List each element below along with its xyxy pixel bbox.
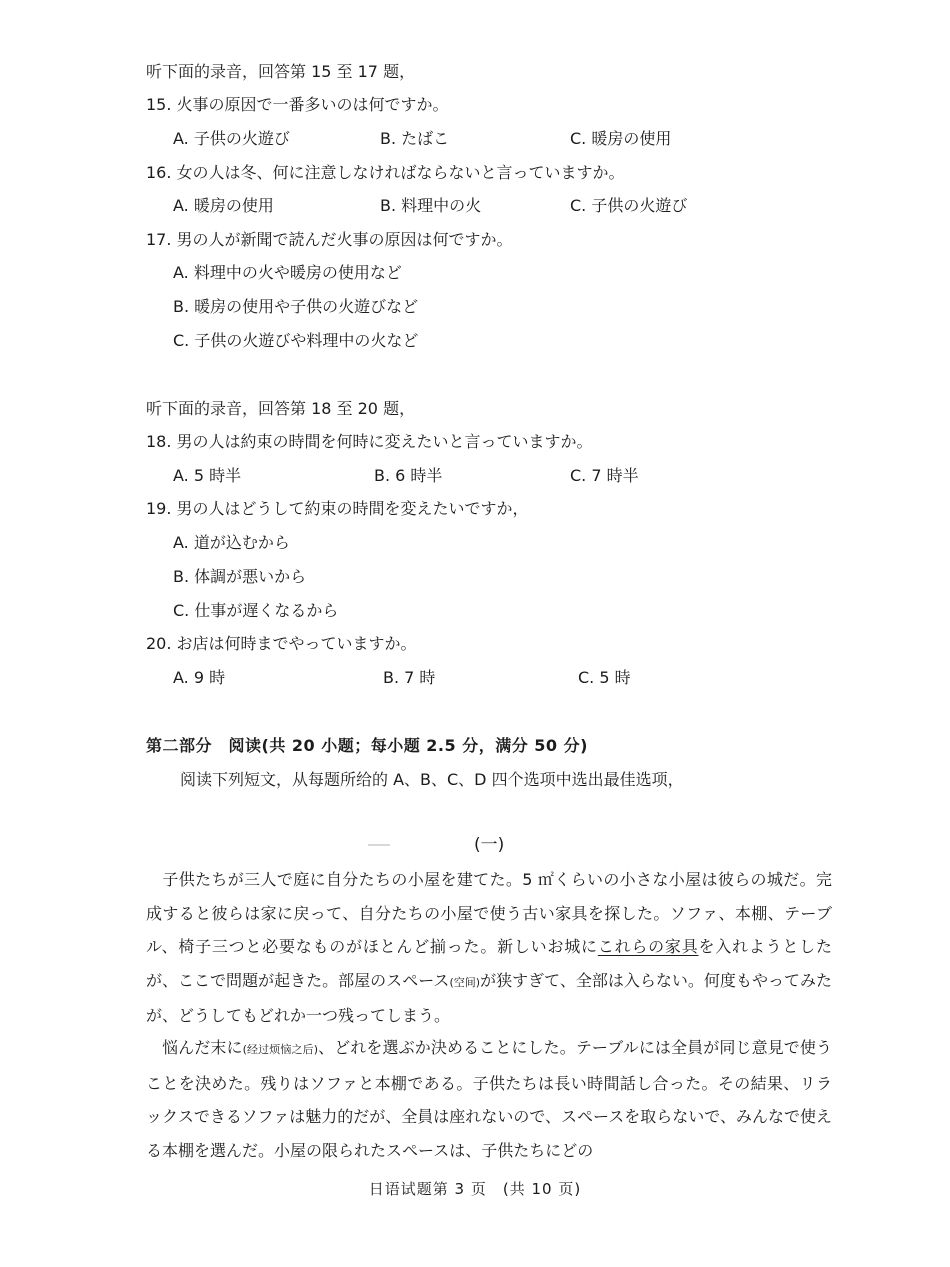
listening-instruction-18-20: 听下面的录音，回答第 18 至 20 题，: [146, 399, 416, 418]
q17-option-a: A. 料理中の火や暖房の使用など: [173, 263, 402, 282]
q17-option-c: C. 子供の火遊びや料理中の火など: [173, 331, 419, 350]
q15-option-a: A. 子供の火遊び: [173, 129, 290, 148]
reading-section-heading: 第二部分 阅读(共 20 小题；每小题 2.5 分，满分 50 分): [146, 736, 588, 755]
annotation-worry: (经过烦恼之后): [242, 1043, 318, 1056]
passage-title: (一): [474, 835, 505, 855]
paragraph-1-text-b: を入れようとしたが、ここで問題が起きた。部屋のスペース: [146, 937, 832, 990]
q20-option-b: B. 7 時: [383, 668, 436, 687]
paragraph-2-text-b: 、どれを選ぶか決めることにした。テーブルには全員が同じ意見で使うことを決めた。残りはソファと本棚である。子供たちは長い時間話し合った。その結果、リラックスできるソファは魅力的だが、全員は座れないので、スペースを取らないで、みんなで使える本棚を選んだ。小屋の限られたスペースは、子供たちにどの: [146, 1038, 832, 1160]
q18-option-b: B. 6 時半: [374, 466, 443, 485]
passage-paragraph-1: [146, 863, 832, 1033]
question-15: 15. 火事の原因で一番多いのは何ですか。: [146, 95, 449, 114]
q20-option-a: A. 9 時: [173, 668, 226, 687]
q15-option-b: B. たばこ: [380, 129, 450, 148]
listening-instruction-15-17: 听下面的录音，回答第 15 至 17 题，: [146, 62, 416, 81]
question-17: 17. 男の人が新聞で読んだ火事の原因は何ですか。: [146, 230, 513, 249]
question-20: 20. お店は何時までやっていますか。: [146, 634, 417, 653]
q16-option-b: B. 料理中の火: [380, 196, 482, 215]
paragraph-1-text-a: 子供たちが三人で庭に自分たちの小屋を建てた。5 ㎡くらいの小さな小屋は彼らの城だ。完成すると彼らは家に戻って、自分たちの小屋で使う古い家具を探した。ソファ、本棚、テーブル、椅子三つと必要なものがほとんど揃った。新しいお城に: [146, 870, 832, 957]
reading-instruction: 阅读下列短文，从每题所给的 A、B、C、D 四个选项中选出最佳选项，: [180, 770, 684, 789]
question-16: 16. 女の人は冬、何に注意しなければならないと言っていますか。: [146, 163, 625, 182]
underlined-phrase: これらの家具: [597, 937, 699, 957]
q19-option-c: C. 仕事が遅くなるから: [173, 601, 339, 620]
question-19: 19. 男の人はどうして約束の時間を変えたいですか，: [146, 499, 529, 518]
q16-option-a: A. 暖房の使用: [173, 196, 274, 215]
scan-mark: [368, 844, 390, 846]
q18-option-c: C. 7 時半: [570, 466, 639, 485]
page-footer: 日语试题第 3 页 (共 10 页): [368, 1180, 582, 1198]
q19-option-a: A. 道が込むから: [173, 533, 290, 552]
annotation-space: (空间): [449, 975, 481, 989]
q18-option-a: A. 5 時半: [173, 466, 242, 485]
q17-option-b: B. 暖房の使用や子供の火遊びなど: [173, 297, 419, 316]
q20-option-c: C. 5 時: [578, 668, 631, 687]
passage-paragraph-2: [146, 1031, 832, 1167]
q19-option-b: B. 体調が悪いから: [173, 567, 307, 586]
q16-option-c: C. 子供の火遊び: [570, 196, 688, 215]
question-18: 18. 男の人は約束の時間を何時に変えたいと言っていますか。: [146, 432, 593, 451]
paragraph-1-text-c: が狭すぎて、全部は入らない。何度もやってみたが、どうしてもどれか一つ残ってしまう。: [146, 970, 833, 1026]
q15-option-c: C. 暖房の使用: [570, 129, 672, 148]
paragraph-2-text-a: 悩んだ末に: [146, 1038, 243, 1057]
